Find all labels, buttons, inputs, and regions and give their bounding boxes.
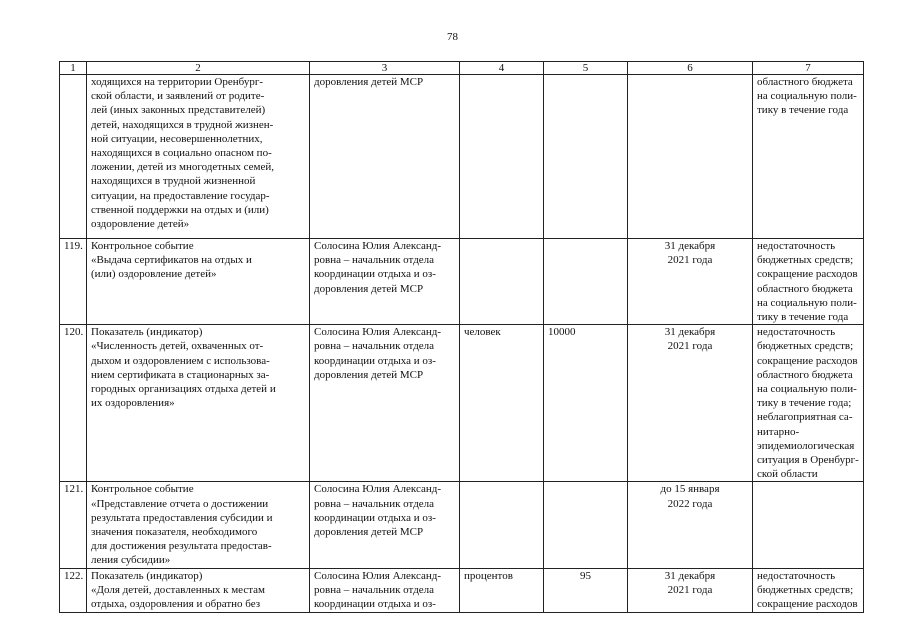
- page-number: 78: [447, 31, 458, 43]
- responsible-person: Солосина Юлия Александ- ровна – начальник отдела координации отдыха и оз- доровления детей МСР: [310, 482, 460, 568]
- row-number: 121.: [60, 482, 87, 568]
- target-value: [544, 239, 628, 325]
- deadline: [628, 75, 753, 239]
- risks: недостаточность бюджетных средств; сокращение расходов областного бюджета на социальную поли- тику в течение года; неблагоприятная са- нитарно- эпидемиологическая ситуация в Оренбург- ской области: [753, 325, 864, 482]
- column-header: 2: [87, 62, 310, 75]
- column-header: 3: [310, 62, 460, 75]
- risks: областного бюджета на социальную поли- тику в течение года: [753, 75, 864, 239]
- row-number: [60, 75, 87, 239]
- target-value: [544, 482, 628, 568]
- unit: [460, 482, 544, 568]
- row-number: 122.: [60, 568, 87, 612]
- deadline: 31 декабря 2021 года: [628, 568, 753, 612]
- table-row: [60, 239, 864, 325]
- table-row: [60, 482, 864, 568]
- table-header-row: [60, 62, 864, 75]
- plan-table: [59, 61, 864, 613]
- unit: [460, 75, 544, 239]
- target-value: 95: [544, 568, 628, 612]
- responsible-person: Солосина Юлия Александ- ровна – начальник отдела координации отдыха и оз-: [310, 568, 460, 612]
- column-header: 1: [60, 62, 87, 75]
- deadline: 31 декабря 2021 года: [628, 325, 753, 482]
- risks: недостаточность бюджетных средств; сокращение расходов: [753, 568, 864, 612]
- responsible-person: Солосина Юлия Александ- ровна – начальник отдела координации отдыха и оз- доровления детей МСР: [310, 239, 460, 325]
- risks: [753, 482, 864, 568]
- table-row: [60, 568, 864, 612]
- deadline: до 15 января 2022 года: [628, 482, 753, 568]
- unit: процентов: [460, 568, 544, 612]
- column-header: 4: [460, 62, 544, 75]
- event-description: Показатель (индикатор) «Доля детей, доставленных к местам отдыха, оздоровления и обратно без: [87, 568, 310, 612]
- event-description: ходящихся на территории Оренбург- ской области, и заявлений от родите- лей (иных законных представителей) детей, находящихся в трудной жизнен- ной ситуации, несовершеннолетних, находящихся в социально опасном по- ложении, детей из многодетных семей, находящихся в трудной жизненной ситуации, на предоставление государ- ственной поддержки на отдых и (или) оздоровление детей»: [87, 75, 310, 239]
- responsible-person: Солосина Юлия Александ- ровна – начальник отдела координации отдыха и оз- доровления детей МСР: [310, 325, 460, 482]
- unit: [460, 239, 544, 325]
- deadline: 31 декабря 2021 года: [628, 239, 753, 325]
- unit: человек: [460, 325, 544, 482]
- table-row: [60, 325, 864, 482]
- column-header: 5: [544, 62, 628, 75]
- target-value: 10000: [544, 325, 628, 482]
- event-description: Контрольное событие «Выдача сертификатов на отдых и (или) оздоровление детей»: [87, 239, 310, 325]
- event-description: Показатель (индикатор) «Численность детей, охваченных от- дыхом и оздоровлением с использова- нием сертификата в стационарных за- городных организациях отдыха детей и их оздоровления»: [87, 325, 310, 482]
- table-row: [60, 75, 864, 239]
- column-header: 7: [753, 62, 864, 75]
- risks: недостаточность бюджетных средств; сокращение расходов областного бюджета на социальную поли- тику в течение года: [753, 239, 864, 325]
- event-description: Контрольное событие «Представление отчета о достижении результата предоставления субсидии и значения показателя, необходимого для достижения результата предостав- ления субсидии»: [87, 482, 310, 568]
- target-value: [544, 75, 628, 239]
- responsible-person: доровления детей МСР: [310, 75, 460, 239]
- row-number: 120.: [60, 325, 87, 482]
- row-number: 119.: [60, 239, 87, 325]
- column-header: 6: [628, 62, 753, 75]
